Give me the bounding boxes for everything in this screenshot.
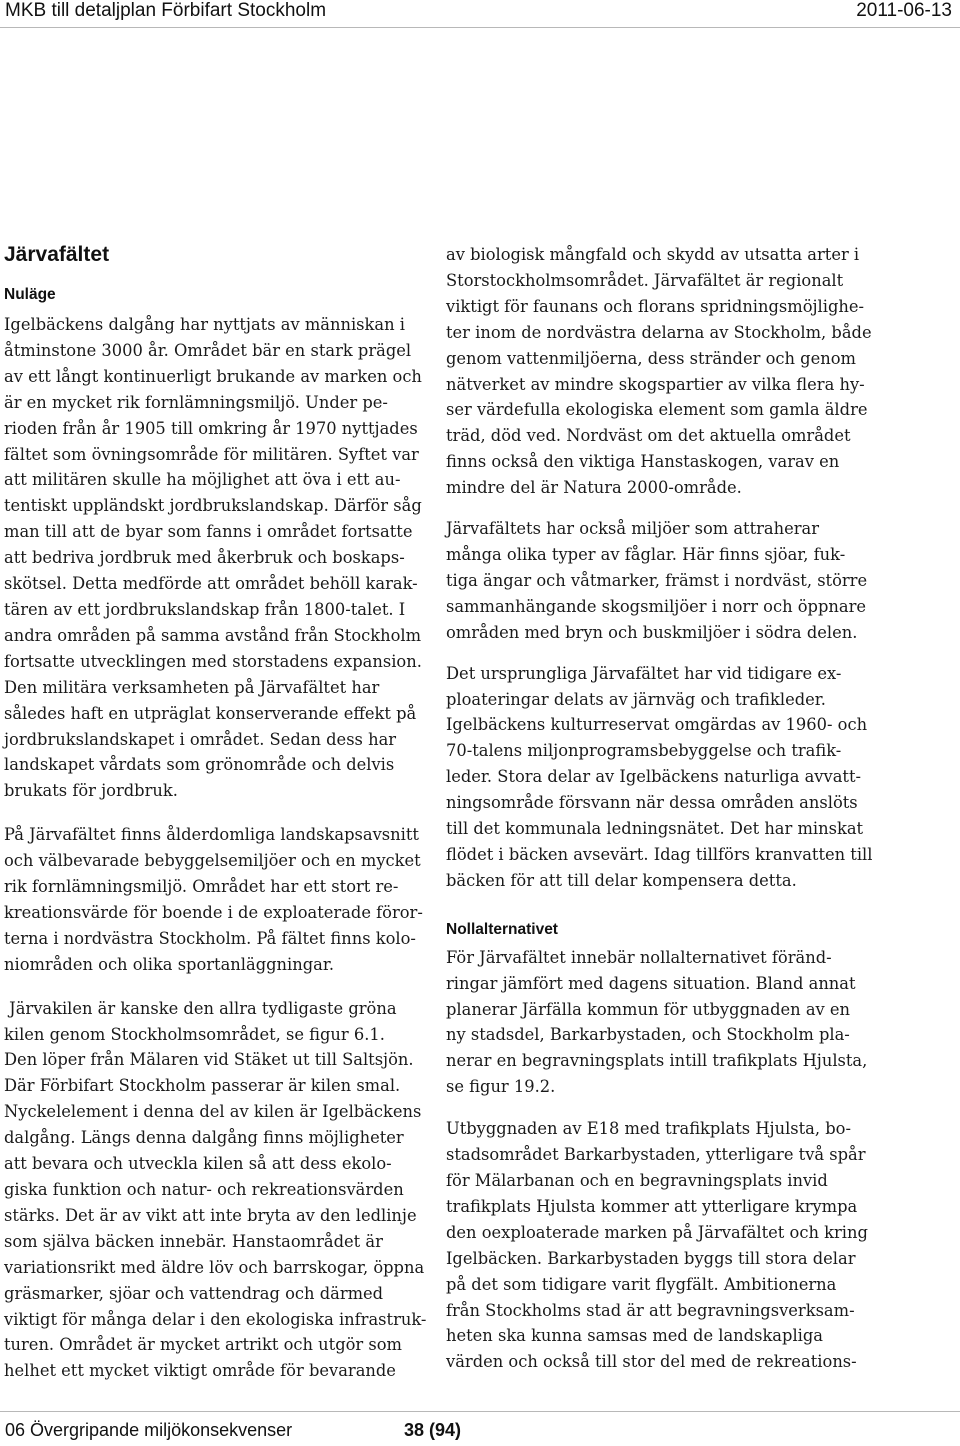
text-line: ringar jämfört med dagens situation. Bland annat [446, 973, 856, 993]
text-line: den oexploaterade marken på Järvafältet och kring [446, 1222, 868, 1242]
text-line: av ett långt kontinuerligt brukande av marken och [4, 366, 422, 386]
text-line: för Mälarbanan och en begravningsplats invid [446, 1171, 828, 1190]
text-line: nätverket av mindre skogspartier av vilka flera hy- [446, 374, 865, 394]
text-line: skötsel. Detta medförde att området behöll karak- [4, 574, 418, 594]
text-line: Igelbäckens kulturreservat omgärdas av 1960- och [446, 715, 868, 735]
text-line: turen. Området är mycket artrikt och utgör som [4, 1335, 402, 1355]
text-line: Den militära verksamheten på Järvafältet har [4, 677, 380, 697]
document-date: 2011-06-13 [856, 0, 952, 21]
text-line: värden och också till stor del med de rekreations- [446, 1352, 857, 1372]
text-line: rioden från år 1905 till omkring år 1970 nyttjades [4, 418, 418, 438]
text-line: På Järvafältet finns ålderdomliga landskapsavsnitt [4, 825, 419, 845]
text-line: Järvakilen är kanske den allra tydligaste gröna [4, 998, 397, 1018]
left-paragraph-1 [4, 312, 422, 804]
text-line: sammanhängande skogsmiljöer i norr och öppnare [446, 596, 867, 616]
text-line: viktigt för många delar i den ekologiska infrastruk- [4, 1309, 427, 1329]
text-line: trafikplats Hjulsta kommer att ytterligare krympa [446, 1196, 858, 1216]
text-line: Igelbäckens dalgång har nyttjats av människan i [4, 315, 405, 334]
chapter-label: 06 Övergripande miljökonsekvenser [5, 1420, 293, 1440]
text-line: giska funktion och natur- och rekreationsvärden [4, 1180, 404, 1199]
text-line: niområden och olika sportanläggningar. [4, 954, 335, 974]
page-header [0, 0, 960, 30]
text-line: jordbrukslandskapet i området. Sedan dess har [4, 729, 397, 749]
text-line: Storstockholmsområdet. Järvafältet är regionalt [446, 270, 844, 290]
right-paragraph-4 [446, 945, 876, 1100]
text-line: viktigt för faunans och florans spridningsmöjlighe- [446, 296, 865, 316]
text-line: rik fornlämningsmiljö. Området har ett stort re- [4, 877, 399, 897]
text-line: nerar en begravningsplats intill trafikplats Hjulsta, [446, 1051, 868, 1071]
text-line: till det kommunala ledningsnätet. Det har minskat [446, 819, 864, 839]
paragraph-gap [4, 978, 422, 996]
text-line: heten ska kunna samsas med de landskapliga [446, 1326, 823, 1346]
nollalternativ-heading: Nollalternativet [446, 920, 558, 938]
section-title: Järvafältet [4, 243, 110, 266]
text-line: ny stadsdel, Barkarbystaden, och Stockholm pla- [446, 1025, 850, 1045]
text-line: kreationsvärde för boende i de exploaterade föror- [4, 902, 423, 922]
text-line: bäcken för att till delar kompensera detta. [446, 870, 797, 890]
right-paragraph-5 [446, 1116, 876, 1375]
text-line: på det som tidigare varit flygfält. Ambitionerna [446, 1274, 837, 1294]
page-footer [0, 1405, 960, 1446]
text-line: Nyckelelement i denna del av kilen är Igelbäckens [4, 1102, 422, 1122]
text-line: För Järvafältet innebär nollalternativet föränd- [446, 947, 832, 967]
text-line: flödet i bäcken avsevärt. Idag tillförs kranvatten till [446, 844, 873, 864]
text-line: från Stockholms stad är att begravningsverksam- [446, 1300, 855, 1320]
left-column [4, 281, 427, 1384]
text-line: brukats för jordbruk. [4, 781, 178, 801]
page-number: 38 (94) [404, 1420, 462, 1440]
text-line: landskapet vårdats som grönområde och delvis [4, 755, 395, 775]
text-line: kilen genom Stockholmsområdet, se figur 6.1. [4, 1024, 385, 1044]
right-paragraph-1 [446, 242, 876, 501]
text-line: åtminstone 3000 år. Området bär en stark prägel [4, 340, 412, 360]
text-line: Järvafältets har också miljöer som attraherar [446, 519, 820, 539]
text-line: variationsrikt med äldre löv och barrskogar, öppna [4, 1257, 425, 1277]
paragraph-gap [446, 1100, 876, 1116]
right-column [446, 242, 876, 1375]
header-divider [0, 27, 960, 28]
text-line: stadsområdet Barkarbystaden, ytterligare två spår [446, 1145, 866, 1165]
right-paragraph-2 [446, 516, 876, 646]
text-line: som själva bäcken innebär. Hanstaområdet är [4, 1231, 383, 1251]
text-line: mindre del är Natura 2000-område. [446, 478, 742, 498]
text-line: stärks. Det är av vikt att inte bryta av den ledlinje [4, 1205, 417, 1225]
text-line: träd, död ved. Nordväst om det aktuella området [446, 426, 851, 446]
text-line: tären av ett jordbrukslandskap från 1800-talet. I [4, 599, 406, 619]
footer-divider [0, 1411, 960, 1412]
nulage-heading: Nuläge [4, 286, 56, 303]
text-line: ter inom de nordvästra delarna av Stockholm, både [446, 322, 872, 342]
right-paragraph-3 [446, 661, 876, 894]
text-line: Där Förbifart Stockholm passerar är kilen smal. [4, 1076, 401, 1096]
text-line: terna i nordvästra Stockholm. På fältet finns kolo- [4, 928, 416, 948]
text-line: och välbevarade bebyggelsemiljöer och en mycket [4, 851, 421, 871]
text-line: ser värdefulla ekologiska element som gamla äldre [446, 400, 868, 420]
text-line: ningsområde försvann när dessa områden anslöts [446, 793, 858, 813]
text-line: helhet ett mycket viktigt område för bevarande [4, 1361, 396, 1381]
text-line: genom vattenmiljöerna, dess stränder och genom [446, 348, 856, 368]
text-line: är en mycket rik fornlämningsmiljö. Under pe- [4, 392, 388, 412]
left-paragraph-3 [4, 996, 427, 1385]
text-line: planerar Järfälla kommun för utbyggnaden av en [446, 999, 851, 1019]
text-line: finns också den viktiga Hanstaskogen, varav en [446, 452, 840, 472]
text-line: att militären skulle ha möjlighet att öva i ett au- [4, 470, 401, 490]
document-title: MKB till detaljplan Förbifart Stockholm [5, 0, 327, 21]
text-line: leder. Stora delar av Igelbäckens naturliga avvatt- [446, 767, 861, 787]
paragraph-gap [446, 894, 876, 918]
text-line: tiga ängar och våtmarker, främst i nordväst, större [446, 570, 868, 590]
text-line: Det ursprungliga Järvafältet har vid tidigare ex- [446, 663, 842, 683]
text-line: andra områden på samma avstånd från Stockholm [4, 625, 422, 645]
text-line: 70-talens miljonprogramsbebyggelse och trafik- [446, 741, 842, 761]
paragraph-gap [4, 804, 422, 822]
text-line: av biologisk mångfald och skydd av utsatta arter i [446, 245, 860, 264]
text-line: Den löper från Mälaren vid Stäket ut till Saltsjön. [4, 1050, 414, 1070]
text-line: gräsmarker, sjöar och vattendrag och därmed [4, 1283, 384, 1303]
text-line: Igelbäcken. Barkarbystaden byggs till stora delar [446, 1248, 856, 1268]
text-line: således haft en utpräglat konserverande effekt på [4, 703, 417, 723]
text-line: man till att de byar som fanns i området fortsatte [4, 522, 413, 542]
paragraph-gap [446, 646, 876, 661]
text-line: att bedriva jordbruk med åkerbruk och boskaps- [4, 548, 405, 568]
text-line: fortsatte utvecklingen med storstadens expansion. [4, 651, 422, 671]
text-line: att bevara och utveckla kilen så att dess ekolo- [4, 1154, 392, 1174]
text-line: många olika typer av fåglar. Här finns sjöar, fuk- [446, 544, 846, 564]
text-line: dalgång. Längs denna dalgång finns möjligheter [4, 1128, 404, 1148]
text-line: Utbyggnaden av E18 med trafikplats Hjulsta, bo- [446, 1119, 851, 1139]
text-line: se figur 19.2. [446, 1077, 556, 1097]
left-paragraph-2 [4, 822, 422, 977]
text-line: ploateringar delats av järnväg och trafikleder. [446, 689, 826, 709]
text-line: områden med bryn och buskmiljöer i södra delen. [446, 622, 858, 642]
paragraph-gap [446, 501, 876, 516]
text-line: tentiskt uppländskt jordbrukslandskap. Därför såg [4, 496, 422, 516]
text-line: fältet som övningsområde för militären. Syftet var [4, 444, 419, 464]
